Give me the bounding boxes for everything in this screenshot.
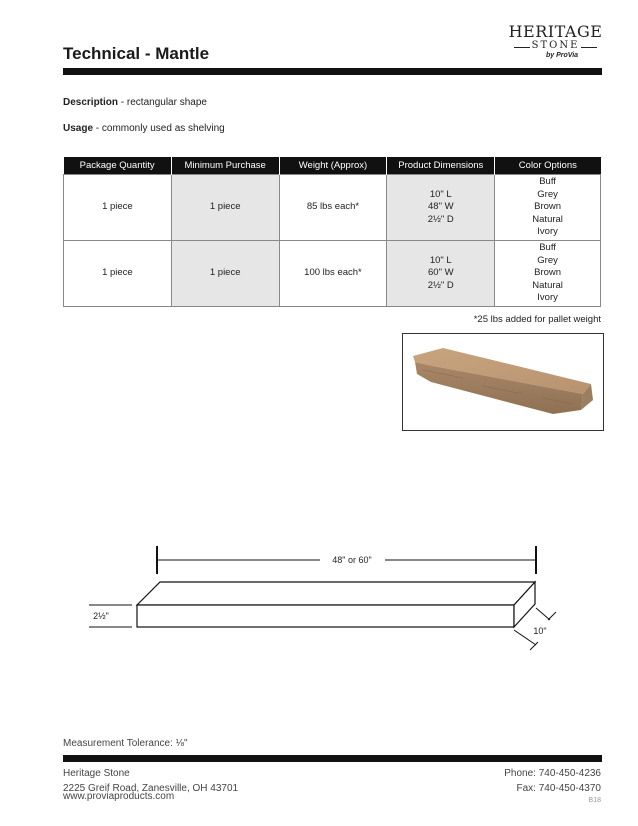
stone-top-face: [137, 582, 535, 605]
page-number: B18: [588, 797, 601, 804]
color-option: Ivory: [537, 226, 558, 238]
footer-rule: [63, 755, 602, 762]
height-label: 2½": [93, 611, 109, 621]
color-option: Buff: [539, 242, 556, 254]
dimension-width: 48" W: [428, 201, 454, 213]
usage-label: Usage: [63, 123, 94, 134]
page-title: Technical - Mantle: [63, 44, 210, 63]
logo-subwordmark: STONE: [508, 40, 603, 51]
dimension-width: 60" W: [428, 267, 454, 279]
color-option: Grey: [537, 188, 558, 200]
color-option: Natural: [532, 279, 563, 291]
depth-tick: [548, 612, 556, 620]
color-option: Brown: [534, 201, 562, 213]
pallet-weight-note: *25 lbs added for pallet weight: [473, 314, 601, 325]
header-product-dimensions: Product Dimensions: [387, 157, 495, 175]
footer-fax: Fax: 740-450-4370: [516, 783, 601, 794]
color-option: Brown: [534, 267, 562, 279]
color-option: Ivory: [537, 292, 558, 304]
length-label: 48" or 60": [332, 555, 372, 565]
measurement-tolerance: Measurement Tolerance: ⅛": [63, 738, 188, 749]
footer-company: Heritage Stone: [63, 768, 130, 779]
footer-phone: Phone: 740-450-4236: [504, 768, 601, 779]
cell-package: 1 piece: [64, 241, 172, 307]
color-option: Grey: [537, 254, 558, 266]
cell-weight: 100 lbs each*: [279, 241, 387, 307]
depth-dimension-line: [536, 608, 550, 620]
stone-front-face: [137, 605, 514, 627]
dimension-depth: 2½" D: [427, 279, 454, 291]
cell-minimum: 1 piece: [171, 175, 279, 241]
logo-byline: by ProVia: [546, 52, 579, 59]
logo-wordmark: HERITAGE: [508, 22, 603, 41]
footer-website[interactable]: www.proviaproducts.com: [63, 791, 175, 802]
header-color-options: Color Options: [495, 157, 601, 175]
depth-label: 10": [533, 626, 547, 636]
header-weight: Weight (Approx): [279, 157, 387, 175]
usage-text: - commonly used as shelving: [93, 123, 225, 134]
description-text: - rectangular shape: [118, 97, 207, 108]
footer-address: 2225 Greif Road, Zanesville, OH 43701: [63, 783, 239, 794]
header-minimum-purchase: Minimum Purchase: [171, 157, 279, 175]
dimension-length: 10" L: [429, 254, 452, 266]
color-option: Buff: [539, 176, 556, 188]
dimension-depth: 2½" D: [427, 213, 454, 225]
cell-package: 1 piece: [64, 175, 172, 241]
dimension-length: 10" L: [429, 188, 452, 200]
cell-weight: 85 lbs each*: [279, 175, 387, 241]
description-label: Description: [63, 97, 119, 108]
color-option: Natural: [532, 213, 563, 225]
header-package-quantity: Package Quantity: [64, 157, 172, 175]
cell-minimum: 1 piece: [171, 241, 279, 307]
